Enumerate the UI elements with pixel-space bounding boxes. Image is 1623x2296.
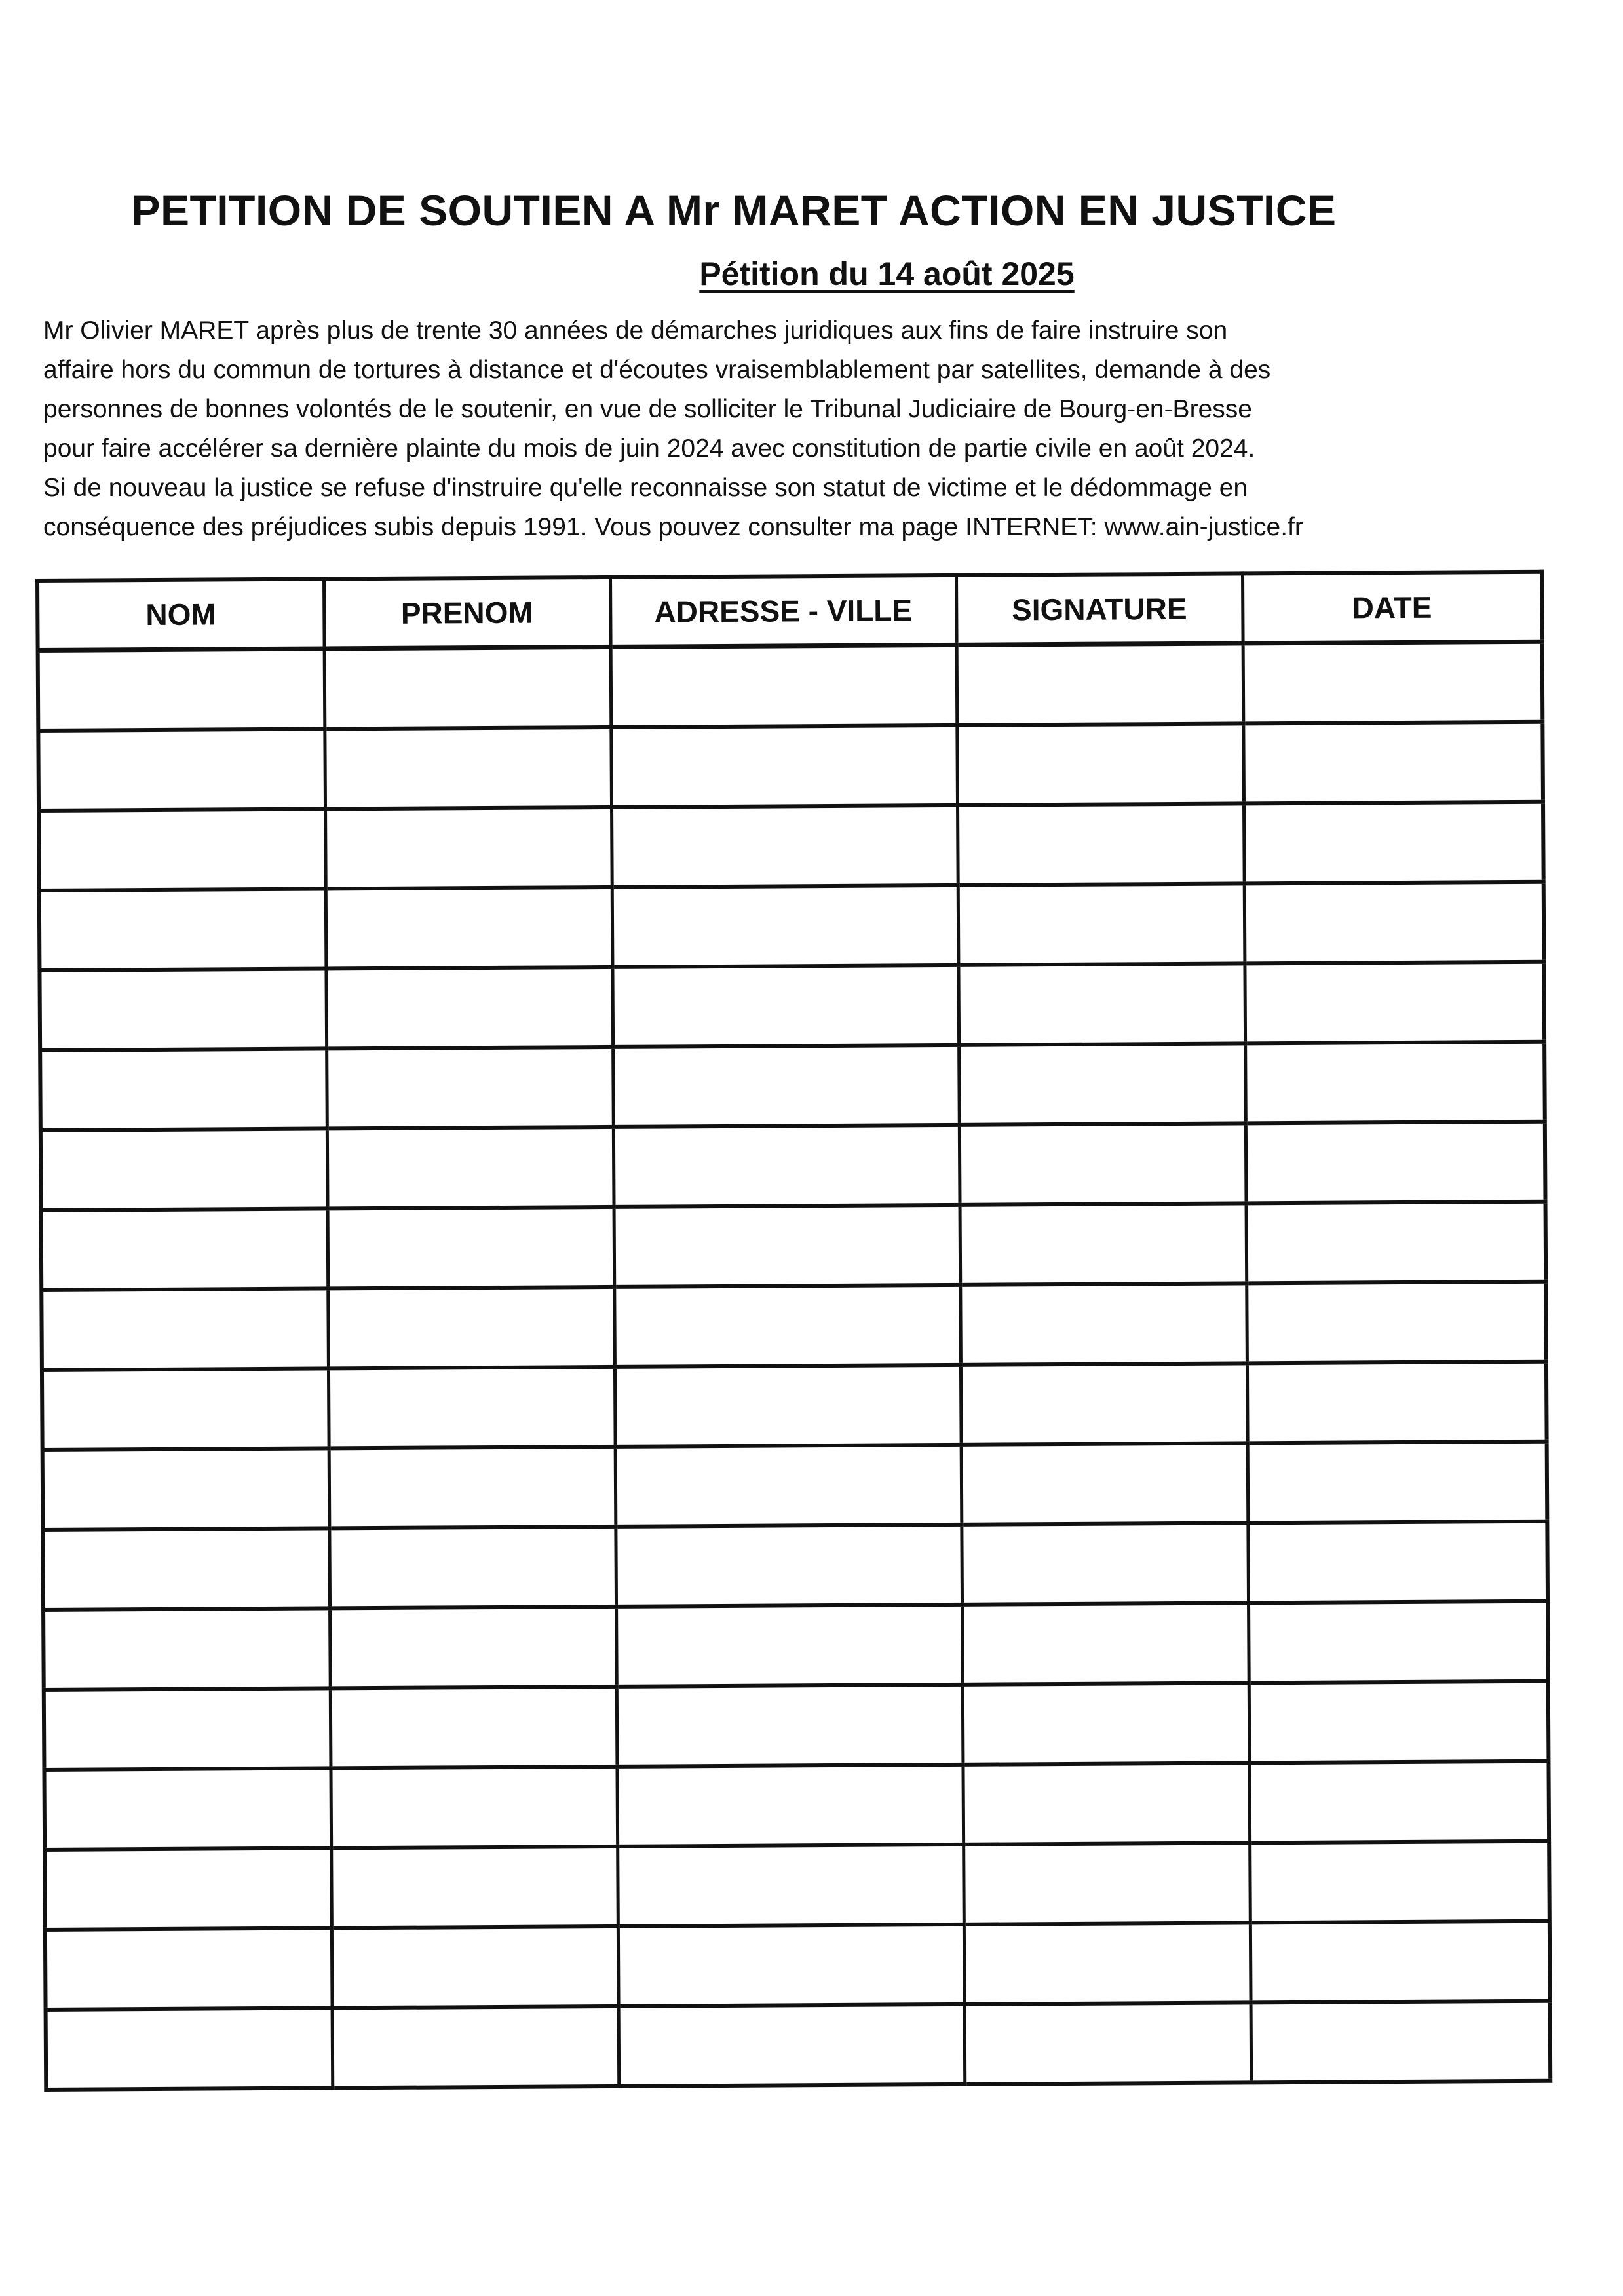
cell-signature[interactable]: [963, 1683, 1250, 1765]
cell-adresse-ville[interactable]: [617, 1765, 963, 1846]
page-subtitle-wrapper: [0, 258, 1623, 290]
cell-date[interactable]: [1248, 1442, 1548, 1523]
cell-nom[interactable]: [44, 1768, 331, 1850]
cell-date[interactable]: [1247, 1362, 1547, 1444]
cell-date[interactable]: [1250, 1921, 1550, 2003]
cell-nom[interactable]: [43, 1448, 330, 1530]
cell-nom[interactable]: [39, 809, 326, 890]
cell-prenom[interactable]: [326, 887, 613, 969]
intro-line: Si de nouveau la justice se refuse d'instruire qu'elle reconnaisse son statut de victime et le dédommage en: [43, 474, 1248, 502]
cell-adresse-ville[interactable]: [612, 965, 959, 1047]
cell-adresse-ville[interactable]: [614, 1205, 961, 1287]
cell-nom[interactable]: [38, 649, 325, 731]
cell-signature[interactable]: [957, 643, 1244, 725]
cell-signature[interactable]: [962, 1603, 1249, 1685]
cell-nom[interactable]: [41, 1288, 328, 1370]
cell-signature[interactable]: [957, 803, 1244, 885]
cell-adresse-ville[interactable]: [617, 1685, 963, 1767]
cell-adresse-ville[interactable]: [611, 725, 957, 807]
cell-adresse-ville[interactable]: [615, 1445, 962, 1527]
signature-table-wrapper: [35, 570, 1548, 2071]
table-row: [41, 1122, 1546, 1210]
cell-prenom[interactable]: [325, 807, 612, 889]
cell-date[interactable]: [1246, 1122, 1546, 1204]
cell-nom[interactable]: [44, 1688, 331, 1770]
column-header-adresse-ville: ADRESSE - VILLE: [610, 575, 957, 647]
signature-table: [35, 570, 1552, 2092]
table-row: [43, 1442, 1548, 1530]
cell-signature[interactable]: [961, 1443, 1248, 1525]
cell-date[interactable]: [1250, 1841, 1550, 1923]
cell-prenom[interactable]: [329, 1527, 616, 1609]
table-row: [41, 1282, 1546, 1370]
table-row: [44, 1681, 1549, 1770]
cell-prenom[interactable]: [332, 2006, 619, 2088]
table-row: [38, 722, 1543, 811]
table-row: [41, 1202, 1546, 1290]
cell-adresse-ville[interactable]: [615, 1525, 962, 1607]
table-row: [43, 1601, 1548, 1690]
cell-signature[interactable]: [964, 2002, 1251, 2084]
table-header-row: [37, 572, 1542, 651]
cell-signature[interactable]: [963, 1843, 1250, 1924]
cell-adresse-ville[interactable]: [611, 645, 957, 727]
table-row: [44, 1761, 1549, 1850]
table-row: [40, 1042, 1545, 1130]
cell-nom[interactable]: [42, 1368, 329, 1450]
cell-signature[interactable]: [959, 1043, 1246, 1125]
cell-adresse-ville[interactable]: [613, 1045, 959, 1127]
cell-date[interactable]: [1251, 2001, 1551, 2083]
cell-adresse-ville[interactable]: [611, 805, 958, 887]
page-subtitle: Pétition du 14 août 2025: [699, 256, 1075, 292]
cell-nom[interactable]: [43, 1528, 330, 1610]
table-row: [39, 802, 1544, 890]
intro-line: affaire hors du commun de tortures à distance et d'écoutes vraisemblablement par satellites, demande à des: [43, 356, 1271, 384]
cell-date[interactable]: [1248, 1521, 1548, 1603]
cell-signature[interactable]: [959, 1123, 1246, 1205]
cell-date[interactable]: [1244, 882, 1544, 964]
cell-prenom[interactable]: [326, 967, 613, 1049]
cell-adresse-ville[interactable]: [615, 1365, 961, 1447]
cell-date[interactable]: [1243, 641, 1543, 723]
cell-nom[interactable]: [39, 968, 326, 1050]
cell-date[interactable]: [1249, 1681, 1549, 1763]
column-header-nom: NOM: [37, 579, 324, 650]
cell-prenom[interactable]: [328, 1367, 615, 1449]
cell-prenom[interactable]: [324, 727, 611, 809]
table-row: [45, 1921, 1550, 2010]
cell-date[interactable]: [1243, 722, 1543, 804]
cell-adresse-ville[interactable]: [617, 1845, 964, 1926]
cell-nom[interactable]: [45, 1928, 332, 2010]
cell-adresse-ville[interactable]: [619, 2004, 965, 2086]
table-row: [42, 1362, 1547, 1450]
cell-prenom[interactable]: [330, 1607, 617, 1689]
cell-nom[interactable]: [43, 1608, 330, 1690]
cell-prenom[interactable]: [326, 1047, 613, 1129]
cell-signature[interactable]: [958, 963, 1245, 1045]
cell-prenom[interactable]: [328, 1207, 615, 1289]
cell-nom[interactable]: [41, 1128, 328, 1210]
cell-nom[interactable]: [46, 2008, 333, 2090]
cell-signature[interactable]: [961, 1363, 1248, 1445]
cell-nom[interactable]: [39, 889, 326, 970]
cell-date[interactable]: [1245, 1042, 1545, 1124]
intro-paragraph: [43, 311, 1406, 547]
cell-prenom[interactable]: [332, 1926, 619, 2008]
cell-prenom[interactable]: [327, 1127, 614, 1209]
cell-nom[interactable]: [40, 1048, 327, 1130]
cell-date[interactable]: [1248, 1601, 1548, 1683]
cell-signature[interactable]: [964, 1923, 1251, 2004]
cell-date[interactable]: [1249, 1761, 1549, 1843]
cell-adresse-ville[interactable]: [614, 1285, 961, 1367]
cell-date[interactable]: [1246, 1202, 1546, 1284]
cell-adresse-ville[interactable]: [616, 1605, 963, 1687]
cell-date[interactable]: [1244, 802, 1544, 884]
intro-line: personnes de bonnes volontés de le soutenir, en vue de solliciter le Tribunal Judiciaire de Bourg-en-Bresse: [43, 395, 1252, 423]
table-row: [45, 1841, 1550, 1930]
cell-signature[interactable]: [957, 723, 1244, 805]
table-body: [38, 641, 1551, 2090]
table-row: [39, 962, 1544, 1050]
table-row: [38, 641, 1543, 731]
page-title: PETITION DE SOUTIEN A Mr MARET ACTION EN JUSTICE: [131, 186, 1337, 235]
cell-prenom[interactable]: [328, 1287, 615, 1369]
cell-prenom[interactable]: [331, 1846, 618, 1928]
cell-nom[interactable]: [41, 1208, 328, 1290]
cell-signature[interactable]: [963, 1763, 1250, 1845]
cell-prenom[interactable]: [324, 647, 611, 729]
column-header-date: DATE: [1242, 572, 1542, 643]
cell-adresse-ville[interactable]: [618, 1924, 964, 2006]
cell-nom[interactable]: [38, 729, 325, 811]
intro-line: Mr Olivier MARET après plus de trente 30 années de démarches juridiques aux fins de faire instruire son: [43, 316, 1228, 345]
intro-line: pour faire accélérer sa dernière plainte du mois de juin 2024 avec constitution de partie civile en août 2024.: [43, 434, 1255, 463]
column-header-prenom: PRENOM: [324, 577, 611, 649]
cell-signature[interactable]: [958, 883, 1245, 965]
cell-adresse-ville[interactable]: [613, 1125, 960, 1207]
cell-prenom[interactable]: [329, 1447, 616, 1529]
cell-signature[interactable]: [960, 1203, 1247, 1285]
cell-nom[interactable]: [45, 1848, 332, 1930]
cell-prenom[interactable]: [330, 1687, 617, 1769]
cell-adresse-ville[interactable]: [612, 885, 959, 967]
cell-date[interactable]: [1246, 1282, 1546, 1364]
cell-signature[interactable]: [960, 1283, 1247, 1365]
cell-signature[interactable]: [961, 1523, 1248, 1605]
table-row: [39, 882, 1544, 970]
column-header-signature: SIGNATURE: [956, 573, 1243, 645]
cell-date[interactable]: [1244, 962, 1544, 1044]
table-row: [46, 2001, 1551, 2090]
table-row: [43, 1521, 1548, 1610]
intro-line: conséquence des préjudices subis depuis 1991. Vous pouvez consulter ma page INTERNET: www.ain-justice.fr: [43, 513, 1303, 541]
cell-prenom[interactable]: [330, 1767, 617, 1848]
